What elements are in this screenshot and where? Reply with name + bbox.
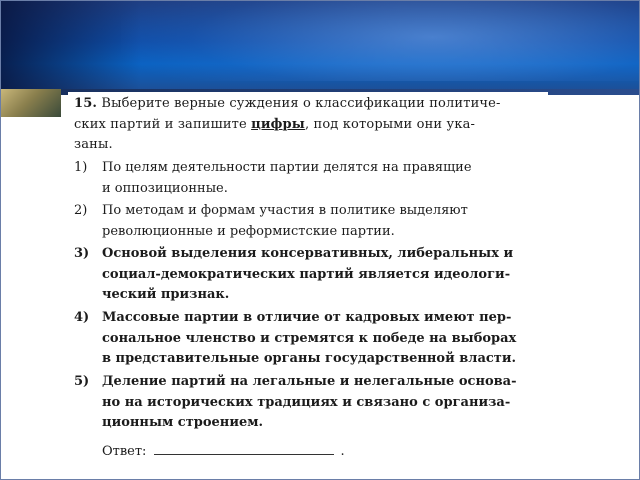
option-5-line-2: но на исторических традициях и связано с организа- bbox=[102, 394, 511, 410]
option-2-line-2: революционные и реформистские партии. bbox=[102, 223, 395, 239]
option-4-number: 4) bbox=[74, 310, 90, 325]
header-banner bbox=[1, 1, 639, 91]
option-4-line-3: в представительные органы государственной власти. bbox=[102, 351, 517, 366]
question-emphasis: цифры bbox=[251, 116, 305, 132]
question-card bbox=[68, 92, 548, 466]
option-2-line-1: По методам и формам участия в политике выделяют bbox=[102, 203, 468, 218]
question-line-2b: , под которыми они ука- bbox=[304, 116, 476, 132]
answer-blank[interactable] bbox=[154, 442, 334, 455]
question-line-1 bbox=[74, 94, 540, 115]
option-5 bbox=[74, 372, 544, 434]
option-3-number: 3) bbox=[74, 246, 90, 261]
option-1-number: 1) bbox=[74, 160, 88, 175]
question-line-2a: ских партий и запишите bbox=[74, 116, 252, 132]
answer-label: Ответ: bbox=[102, 444, 147, 459]
question-line-3: заны. bbox=[74, 137, 113, 152]
banner-glow bbox=[121, 1, 639, 81]
option-1-line-1: По целям деятельности партии делятся на правящие bbox=[102, 160, 472, 175]
question-number: 15. bbox=[74, 96, 98, 111]
option-2-number: 2) bbox=[74, 203, 88, 218]
question-line-2 bbox=[74, 115, 540, 136]
option-4-line-2: сональное членство и стремятся к победе на выборах bbox=[102, 330, 517, 346]
option-5-number: 5) bbox=[74, 374, 90, 389]
option-5-line-1: Деление партий на легальные и нелегальные основа- bbox=[102, 374, 517, 389]
accent-bar bbox=[1, 89, 61, 117]
banner-shadow bbox=[1, 1, 141, 91]
question-text bbox=[74, 94, 540, 156]
option-1-line-2: и оппозиционные. bbox=[102, 180, 228, 196]
question-line-1-text: Выберите верные суждения о классификации политиче- bbox=[101, 96, 501, 111]
option-3-line-1: Основой выделения консервативных, либеральных и bbox=[102, 246, 514, 261]
option-4-line-1: Массовые партии в отличие от кадровых имеют пер- bbox=[102, 310, 512, 325]
answer-end: . bbox=[340, 444, 345, 459]
option-5-line-3: ционным строением. bbox=[102, 415, 264, 430]
option-3 bbox=[74, 244, 544, 306]
option-4 bbox=[74, 308, 544, 370]
answer-row bbox=[102, 442, 345, 463]
option-1 bbox=[74, 158, 544, 199]
option-3-line-3: ческий признак. bbox=[102, 287, 230, 302]
option-3-line-2: социал-демократических партий является идеологи- bbox=[102, 266, 511, 282]
option-2 bbox=[74, 201, 544, 242]
